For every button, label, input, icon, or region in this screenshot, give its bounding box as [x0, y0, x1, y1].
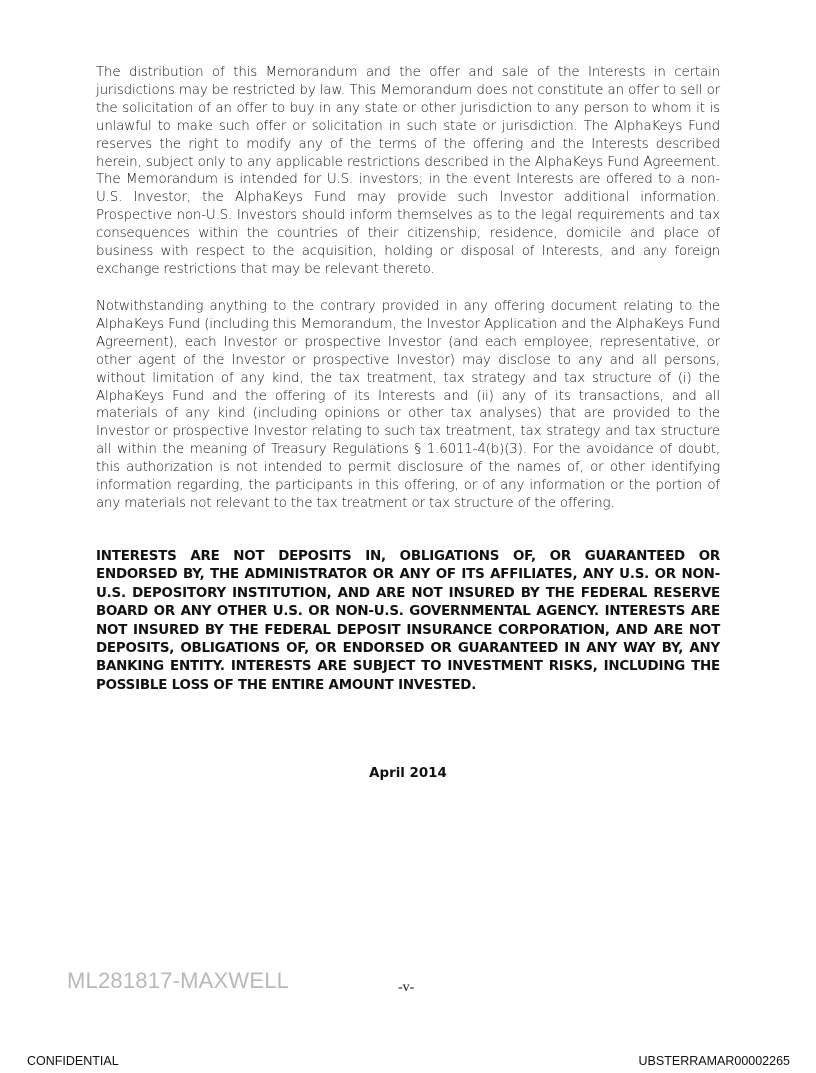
document-date: April 2014 [369, 766, 447, 781]
memorandum-distribution-paragraph: The distribution of this Memorandum and the offer and sale of the Interests in certain jurisdictions may be restricted by law. This Memorandum does not constitute an offer to sell or the solicitation of an offer to buy in any state or other jurisdiction to any person to whom it is unlawful to make such offer or solicitation in such state or jurisdiction. The AlphaKeys Fund reserves the right to modify any of the terms of the offering and the Interests described herein, subject only to any applicable restrictions described in the AlphaKeys Fund Agreement. The Memorandum is intended for U.S. investors; in the event Interests are offered to a non-U.S. Investor, the AlphaKeys Fund may provide such Investor additional information. Prospective non-U.S. Investors should inform themselves as to the legal requirements and tax consequences within the countries of their citizenship, residence, domicile and place of business with respect to the acquisition, holding or disposal of Interests, and any foreign exchange restrictions that may be relevant thereto. [96, 65, 720, 277]
interests-disclaimer: INTERESTS ARE NOT DEPOSITS IN, OBLIGATIONS OF, OR GUARANTEED OR ENDORSED BY, THE ADMINISTRATOR OR ANY OF ITS AFFILIATES, ANY U.S. OR NON-U.S. DEPOSITORY INSTITUTION, AND ARE NOT INSURED BY THE FEDERAL RESERVE BOARD OR ANY OTHER U.S. OR NON-U.S. GOVERNMENTAL AGENCY. INTERESTS ARE NOT INSURED BY THE FEDERAL DEPOSIT INSURANCE CORPORATION, AND ARE NOT DEPOSITS, OBLIGATIONS OF, OR ENDORSED OR GUARANTEED IN ANY WAY BY, ANY BANKING ENTITY. INTERESTS ARE SUBJECT TO INVESTMENT RISKS, INCLUDING THE POSSIBLE LOSS OF THE ENTIRE AMOUNT INVESTED. [96, 549, 720, 693]
bates-stamp: ML281817-MAXWELL [67, 968, 290, 993]
tax-disclosure-paragraph: Notwithstanding anything to the contrary provided in any offering document relating to the AlphaKeys Fund (including this Memorandum, the Investor Application and the AlphaKeys Fund Agreement), each Investor or prospective Investor (and each employee, representative, or other agent of the Investor or prospective Investor) may disclose to any and all persons, without limitation of any kind, the tax treatment, tax strategy and tax structure of (i) the AlphaKeys Fund and the offering of its Interests and (ii) any of its transactions, and all materials of any kind (including opinions or other tax analyses) that are provided to the Investor or prospective Investor relating to such tax treatment, tax strategy and tax structure all within the meaning of Treasury Regulations § 1.6011-4(b)(3). For the avoidance of doubt, this authorization is not intended to permit disclosure of the names of, or other identifying information regarding, the participants in this offering, or of any information or the portion of any materials not relevant to the tax treatment or tax structure of the offering. [96, 299, 720, 511]
page-number: -v- [398, 980, 415, 995]
document-id: UBSTERRAMAR00002265 [638, 1054, 790, 1068]
confidential-label: CONFIDENTIAL [27, 1054, 119, 1068]
